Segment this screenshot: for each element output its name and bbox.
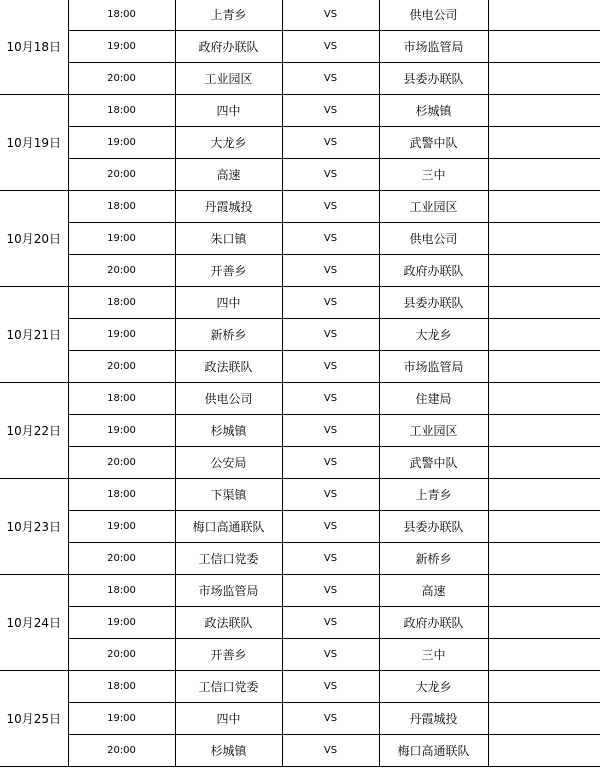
time-cell: 18:00: [68, 383, 175, 415]
vs-cell: VS: [282, 255, 379, 287]
home-team-cell: 工信口党委: [175, 543, 282, 575]
match-row: [0, 255, 600, 287]
away-team-cell: 县委办联队: [379, 63, 488, 95]
date-cell: 10月19日: [0, 95, 68, 191]
empty-cell: [488, 319, 600, 351]
date-cell: 10月20日: [0, 191, 68, 287]
time-cell: 20:00: [68, 735, 175, 767]
vs-cell: VS: [282, 575, 379, 607]
vs-cell: VS: [282, 447, 379, 479]
date-cell: 10月24日: [0, 575, 68, 671]
vs-cell: VS: [282, 223, 379, 255]
time-cell: 19:00: [68, 703, 175, 735]
home-team-cell: 下渠镇: [175, 479, 282, 511]
vs-cell: VS: [282, 671, 379, 703]
home-team-cell: 高速: [175, 159, 282, 191]
empty-cell: [488, 255, 600, 287]
away-team-cell: 大龙乡: [379, 319, 488, 351]
match-row: [0, 63, 600, 95]
match-row: [0, 127, 600, 159]
vs-cell: VS: [282, 0, 379, 31]
date-cell: 10月21日: [0, 287, 68, 383]
away-team-cell: 梅口高通联队: [379, 735, 488, 767]
empty-cell: [488, 607, 600, 639]
empty-cell: [488, 127, 600, 159]
home-team-cell: 丹霞城投: [175, 191, 282, 223]
home-team-cell: 市场监管局: [175, 575, 282, 607]
home-team-cell: 上青乡: [175, 0, 282, 31]
vs-cell: VS: [282, 191, 379, 223]
match-row: [0, 319, 600, 351]
home-team-cell: 大龙乡: [175, 127, 282, 159]
time-cell: 20:00: [68, 447, 175, 479]
home-team-cell: 杉城镇: [175, 735, 282, 767]
time-cell: 18:00: [68, 95, 175, 127]
vs-cell: VS: [282, 511, 379, 543]
match-row: [0, 511, 600, 543]
home-team-cell: 四中: [175, 95, 282, 127]
empty-cell: [488, 543, 600, 575]
match-row: [0, 191, 600, 223]
home-team-cell: 梅口高通联队: [175, 511, 282, 543]
home-team-cell: 杉城镇: [175, 415, 282, 447]
empty-cell: [488, 735, 600, 767]
vs-cell: VS: [282, 639, 379, 671]
empty-cell: [488, 159, 600, 191]
time-cell: 20:00: [68, 255, 175, 287]
vs-cell: VS: [282, 287, 379, 319]
date-cell: 10月23日: [0, 479, 68, 575]
match-row: [0, 479, 600, 511]
empty-cell: [488, 447, 600, 479]
away-team-cell: 新桥乡: [379, 543, 488, 575]
away-team-cell: 供电公司: [379, 223, 488, 255]
empty-cell: [488, 95, 600, 127]
match-row: [0, 415, 600, 447]
empty-cell: [488, 415, 600, 447]
empty-cell: [488, 575, 600, 607]
time-cell: 19:00: [68, 415, 175, 447]
away-team-cell: 高速: [379, 575, 488, 607]
away-team-cell: 工业园区: [379, 415, 488, 447]
match-row: [0, 351, 600, 383]
time-cell: 18:00: [68, 479, 175, 511]
vs-cell: VS: [282, 415, 379, 447]
match-row: [0, 703, 600, 735]
vs-cell: VS: [282, 127, 379, 159]
home-team-cell: 政府办联队: [175, 31, 282, 63]
vs-cell: VS: [282, 95, 379, 127]
away-team-cell: 政府办联队: [379, 607, 488, 639]
time-cell: 19:00: [68, 223, 175, 255]
away-team-cell: 杉城镇: [379, 95, 488, 127]
match-row: [0, 671, 600, 703]
time-cell: 20:00: [68, 543, 175, 575]
away-team-cell: 供电公司: [379, 0, 488, 31]
vs-cell: VS: [282, 319, 379, 351]
away-team-cell: 市场监管局: [379, 351, 488, 383]
match-row: [0, 95, 600, 127]
away-team-cell: 工业园区: [379, 191, 488, 223]
home-team-cell: 政法联队: [175, 607, 282, 639]
empty-cell: [488, 287, 600, 319]
home-team-cell: 公安局: [175, 447, 282, 479]
away-team-cell: 县委办联队: [379, 511, 488, 543]
time-cell: 20:00: [68, 639, 175, 671]
match-row: [0, 0, 600, 31]
away-team-cell: 县委办联队: [379, 287, 488, 319]
time-cell: 18:00: [68, 575, 175, 607]
match-row: [0, 159, 600, 191]
away-team-cell: 上青乡: [379, 479, 488, 511]
time-cell: 18:00: [68, 191, 175, 223]
away-team-cell: 三中: [379, 159, 488, 191]
empty-cell: [488, 639, 600, 671]
time-cell: 20:00: [68, 63, 175, 95]
away-team-cell: 武警中队: [379, 447, 488, 479]
empty-cell: [488, 191, 600, 223]
match-row: [0, 287, 600, 319]
home-team-cell: 四中: [175, 703, 282, 735]
vs-cell: VS: [282, 383, 379, 415]
empty-cell: [488, 63, 600, 95]
home-team-cell: 开善乡: [175, 639, 282, 671]
time-cell: 20:00: [68, 159, 175, 191]
time-cell: 19:00: [68, 607, 175, 639]
match-row: [0, 543, 600, 575]
date-cell: 10月22日: [0, 383, 68, 479]
match-row: [0, 607, 600, 639]
empty-cell: [488, 671, 600, 703]
home-team-cell: 政法联队: [175, 351, 282, 383]
vs-cell: VS: [282, 31, 379, 63]
away-team-cell: 三中: [379, 639, 488, 671]
away-team-cell: 市场监管局: [379, 31, 488, 63]
match-row: [0, 31, 600, 63]
empty-cell: [488, 223, 600, 255]
date-cell: 10月25日: [0, 671, 68, 767]
home-team-cell: 朱口镇: [175, 223, 282, 255]
home-team-cell: 四中: [175, 287, 282, 319]
vs-cell: VS: [282, 63, 379, 95]
vs-cell: VS: [282, 351, 379, 383]
home-team-cell: 开善乡: [175, 255, 282, 287]
empty-cell: [488, 479, 600, 511]
empty-cell: [488, 351, 600, 383]
vs-cell: VS: [282, 159, 379, 191]
away-team-cell: 住建局: [379, 383, 488, 415]
away-team-cell: 大龙乡: [379, 671, 488, 703]
date-cell: 10月18日: [0, 0, 68, 95]
vs-cell: VS: [282, 703, 379, 735]
time-cell: 18:00: [68, 671, 175, 703]
match-row: [0, 575, 600, 607]
home-team-cell: 工信口党委: [175, 671, 282, 703]
match-row: [0, 383, 600, 415]
home-team-cell: 供电公司: [175, 383, 282, 415]
time-cell: 20:00: [68, 351, 175, 383]
match-row: [0, 735, 600, 767]
match-row: [0, 223, 600, 255]
vs-cell: VS: [282, 543, 379, 575]
empty-cell: [488, 383, 600, 415]
time-cell: 19:00: [68, 31, 175, 63]
home-team-cell: 工业园区: [175, 63, 282, 95]
vs-cell: VS: [282, 607, 379, 639]
empty-cell: [488, 511, 600, 543]
empty-cell: [488, 703, 600, 735]
time-cell: 19:00: [68, 511, 175, 543]
time-cell: 19:00: [68, 127, 175, 159]
match-row: [0, 639, 600, 671]
vs-cell: VS: [282, 479, 379, 511]
home-team-cell: 新桥乡: [175, 319, 282, 351]
time-cell: 18:00: [68, 287, 175, 319]
away-team-cell: 丹霞城投: [379, 703, 488, 735]
empty-cell: [488, 31, 600, 63]
away-team-cell: 武警中队: [379, 127, 488, 159]
time-cell: 18:00: [68, 0, 175, 31]
match-row: [0, 447, 600, 479]
time-cell: 19:00: [68, 319, 175, 351]
empty-cell: [488, 0, 600, 31]
away-team-cell: 政府办联队: [379, 255, 488, 287]
vs-cell: VS: [282, 735, 379, 767]
